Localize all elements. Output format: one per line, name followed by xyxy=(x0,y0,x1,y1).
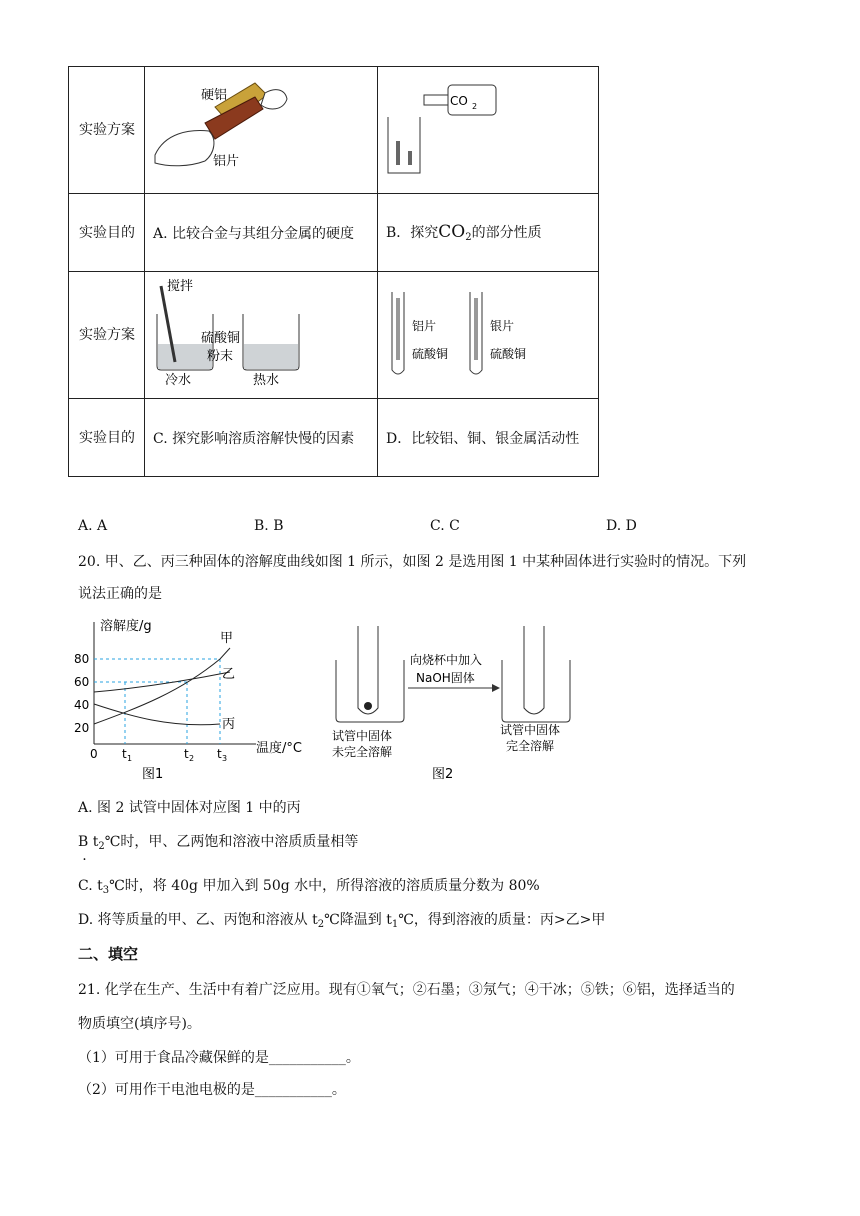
label-co2-sub: 2 xyxy=(472,102,478,111)
q21-line1: 21. 化学在生产、生活中有着广泛应用。现有①氧气；②石墨；③氖气；④干冰；⑤铁；⑥铝，选择适当的 xyxy=(78,982,735,998)
q20-option-b[interactable] xyxy=(78,832,359,864)
fig1-xsub: 2 xyxy=(189,754,195,763)
fig2-right-text2: 完全溶解 xyxy=(506,739,555,753)
q21-sub2: （2）可用作干电池电极的是___________。 xyxy=(78,1082,346,1098)
figure2-experiment xyxy=(330,620,600,790)
q20-option-d[interactable] xyxy=(78,910,605,935)
fig1-ytick: 60 xyxy=(74,675,90,689)
fig1-xlabel: 温度/°C xyxy=(256,741,302,756)
fig1-ytick: 80 xyxy=(74,652,90,666)
q20-d-sub1: 2 xyxy=(317,919,325,930)
figure-c-cell xyxy=(145,272,378,399)
q20-b-t: t xyxy=(92,834,99,850)
fig1-xtick: t xyxy=(122,747,127,761)
figure-a-alloy-scratch xyxy=(145,67,377,189)
fig2-caption: 图2 xyxy=(432,767,454,782)
goal-b-sub: 2 xyxy=(465,232,472,243)
label-cuso4-2: 硫酸铜 xyxy=(490,347,527,361)
q20-d-rest: ℃，得到溶液的质量：丙>乙>甲 xyxy=(398,912,606,928)
fig1-xsub: 1 xyxy=(127,754,133,763)
q20-d-sub2: 1 xyxy=(391,919,399,930)
fig1-series-yi: 乙 xyxy=(222,667,236,682)
q20-line1: 20. 甲、乙、丙三种固体的溶解度曲线如图 1 所示，如图 2 是选用图 1 中某种固体进行实验时的情况。下列 xyxy=(78,554,747,570)
q20-c-rest: ℃时，将 40g 甲加入到 50g 水中，所得溶液的溶质质量分数为 80% xyxy=(109,878,540,894)
fig2-left-text1: 试管中固体 xyxy=(332,729,393,743)
q21-line2: 物质填空(填序号)。 xyxy=(78,1016,201,1032)
label-cuso4-1: 硫酸铜 xyxy=(412,347,449,361)
q20-line2: 说法正确的是 xyxy=(78,586,162,602)
row-label: 实验目的 xyxy=(69,399,145,477)
figure-d-test-tubes xyxy=(378,272,598,394)
label-powder: 粉末 xyxy=(207,349,234,364)
q20-b-letter: B xyxy=(78,834,89,850)
figure-d-cell xyxy=(378,272,599,399)
goal-c: C. 探究影响溶质溶解快慢的因素 xyxy=(145,399,378,477)
figure-b-co2-beaker xyxy=(378,67,598,189)
goal-b-pre: B．探究 xyxy=(386,225,439,241)
row-label: 实验方案 xyxy=(69,272,145,399)
figure-b-cell xyxy=(378,67,599,194)
option-b[interactable]: B. B xyxy=(254,518,284,534)
figure-c-dissolve xyxy=(145,272,377,394)
option-d[interactable]: D. D xyxy=(606,518,637,534)
row-label: 实验目的 xyxy=(69,194,145,272)
label-cold-water: 冷水 xyxy=(165,373,192,388)
section-heading: 二、填空 xyxy=(78,945,139,963)
fig1-xtick: t xyxy=(217,747,222,761)
fig1-origin: 0 xyxy=(90,747,98,761)
fig2-arrow-text2: NaOH固体 xyxy=(416,671,475,685)
experiment-table xyxy=(68,66,599,477)
q20-b-dot: . xyxy=(82,848,87,864)
q21-sub1: （1）可用于食品冷藏保鲜的是___________。 xyxy=(78,1050,360,1066)
q20-c-sub: 3 xyxy=(102,885,110,896)
fig1-ylabel: 溶解度/g xyxy=(100,619,152,634)
goal-b xyxy=(378,194,599,272)
fig1-xtick: t xyxy=(184,747,189,761)
label-al: 铝片 xyxy=(412,319,437,333)
q20-b-rest: ℃时，甲、乙两饱和溶液中溶质质量相等 xyxy=(104,834,359,850)
row-label: 实验方案 xyxy=(69,67,145,194)
label-aluminum-sheet: 铝片 xyxy=(213,154,240,169)
goal-b-post: 的部分性质 xyxy=(471,225,542,241)
q20-d-pre: D. 将等质量的甲、乙、丙饱和溶液从 t xyxy=(78,912,318,928)
q20-d-mid: ℃降温到 t xyxy=(324,912,392,928)
q20-b-sub: 2 xyxy=(98,841,105,852)
option-a[interactable]: A. A xyxy=(78,518,108,534)
goal-b-formula: CO xyxy=(438,222,466,242)
figure-a-cell xyxy=(145,67,378,194)
goal-a: A. 比较合金与其组分金属的硬度 xyxy=(145,194,378,272)
fig1-ytick: 20 xyxy=(74,721,90,735)
fig2-right-text1: 试管中固体 xyxy=(500,723,561,737)
label-co2: CO xyxy=(450,94,468,108)
option-c[interactable]: C. C xyxy=(430,518,460,534)
fig1-ytick: 40 xyxy=(74,698,90,712)
label-cuso4: 硫酸铜 xyxy=(201,331,241,346)
q20-c-pre: C. t xyxy=(78,878,103,894)
fig2-left-text2: 未完全溶解 xyxy=(332,745,393,759)
fig2-arrow-text1: 向烧杯中加入 xyxy=(410,653,483,667)
figure1-solubility xyxy=(70,612,310,792)
goal-d: D．比较铝、铜、银金属活动性 xyxy=(378,399,599,477)
fig1-caption: 图1 xyxy=(142,767,164,782)
q20-option-c[interactable] xyxy=(78,876,540,901)
fig1-series-jia: 甲 xyxy=(220,631,234,646)
label-hot-water: 热水 xyxy=(253,373,280,388)
fig1-series-bing: 丙 xyxy=(222,717,236,732)
label-stir: 搅拌 xyxy=(167,279,194,294)
fig1-xsub: 3 xyxy=(222,754,228,763)
label-hard-aluminum: 硬铝 xyxy=(201,88,228,103)
label-ag: 银片 xyxy=(490,319,515,333)
q20-option-a[interactable]: A. 图 2 试管中固体对应图 1 中的丙 xyxy=(78,800,301,816)
